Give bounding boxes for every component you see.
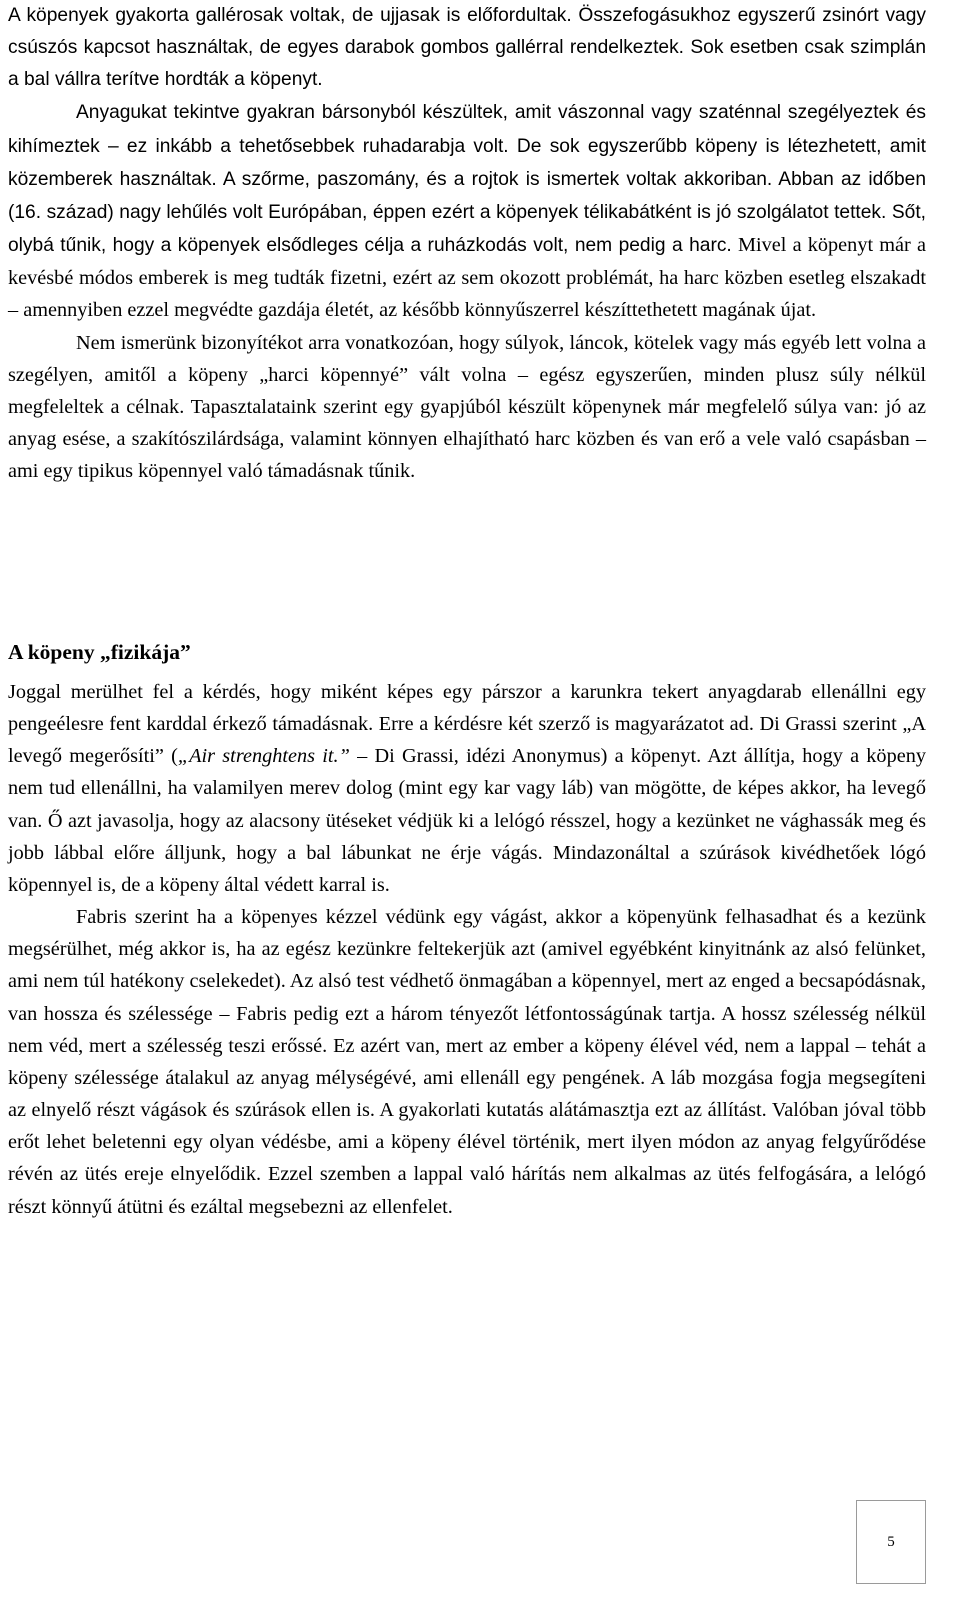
paragraph-cloak-weights: Nem ismerünk bizonyítékot arra vonatkozóan, hogy súlyok, láncok, kötelek vagy más egyéb lett volna a szegélyen, amitől a köpeny „harci köpennyé” vált volna – egész egyszerűen, minden plusz súly nélkül megfeleltek a célnak. Tapasztalataink szerint egy gyapjúból készült köpenynek már megfelelő súlya van: jó az anyag esése, a szakítószilárdsága, valamint könnyen elhajítható harc közben és van erő a vele való csapásban – ami egy tipikus köpennyel való támadásnak tűnik. [8,331,926,483]
paragraph-cloak-materials-sans: Anyagukat tekintve gyakran bársonyból készültek, amit vászonnal vagy szaténnal szegélyeztek és kihímeztek – ez inkább a tehetősebbek ruhadarabja volt. De sok egyszerűbb köpeny is létezhetett, amit közemberek használtak. A szőrme, paszomány, és a rojtok is ismertek voltak akkoriban. Abban az időben (16. század) nagy lehűlés volt Európában, éppen ezért a köpenyek télikabátként is jó szolgálatot tettek. Sőt, olybá tűnik, hogy a köpenyek elsődleges célja a ruházkodás volt, nem pedig a harc. [8,102,926,257]
page-number: 5 [856,1500,926,1584]
di-grassi-text-b: – Di Grassi, idézi Anonymus) a köpenyt. Azt állítja, hogy a köpeny nem tud ellenállni, ha valamilyen merev dolog (mint egy kar vagy láb) van mögötte, de képes akkor, ha levegő van. Ő azt javasolja, hogy az alacsony ütéseket védjük ki a lelógó résszel, hogy a kezünket ne vághassák meg és jobb lábbal előre álljunk, hogy a bal lábunkat ne érje vágás. Mindazonáltal a szúrások kivédhetőek lógó köpennyel is, de a köpeny által védett karral is. [8,745,926,896]
section-heading: A köpeny „fizikája” [8,640,191,664]
paragraph-cloak-fastening: A köpenyek gyakorta gallérosak voltak, de ujjasak is előfordultak. Összefogásukhoz egyszerű zsinórt vagy csúszós kapcsot használtak, de egyes darabok gombos gallérral rendelkeztek. Sok esetben csak szimplán a bal vállra terítve hordták a köpenyt. [8,5,926,91]
section-cloak-physics [8,676,926,1223]
di-grassi-text-a: Joggal merülhet fel a kérdés, hogy miként képes egy párszor a karunkra tekert anyagdarab ellenállni egy pengeélesre fent karddal érkező támadásnak. Erre a kérdésre két szerző is magyarázatot ad. Di Grassi szerint „A levegő megerősíti” ( [8,681,926,768]
section-cloak-materials [8,0,926,487]
paragraph-cloak-materials [8,96,926,326]
di-grassi-quote-italic: „Air strenghtens it.” [177,745,350,768]
paragraph-fabris: Fabris szerint ha a köpenyes kézzel védünk egy vágást, akkor a köpenyünk felhasadhat és a kezünk megsérülhet, még akkor is, ha az egész kezünkre feltekerjük azt (amivel egyébként kinyitnánk az alsó felünket, ami nem túl hatékony cselekedet). Az alsó test védhető önmagában a köpennyel, mert az enged a becsapódásnak, van hossza és szélessége – Fabris pedig ezt a három tényezőt létfontosságúnak tartja. A hossz szélesség nélkül nem véd, mert a szélesség teszi erőssé. Ez azért van, mert az ember a köpeny élével véd, nem a lappal – tehát a köpeny szélessége átalakul az anyag mélységévé, ami ellenáll egy pengének. A láb mozgása fogja megsegíteni az elnyelő részt vágások és szúrások ellen is. A gyakorlati kutatás alátámasztja ezt az állítást. Valóban jóval több erőt lehet beletenni egy olyan védésbe, ami a köpeny élével történik, mert ilyen módon az anyag felgyűrődése révén az ütés ereje elnyelődik. Ezzel szemben a lappal való hárítás nem alkalmas az ütés felfogására, a lelógó részt könnyű átütni és ezáltal megsebezni az ellenfelet. [8,906,926,1218]
paragraph-cloak-materials-serif: Mivel a köpenyt már a kevésbé módos emberek is meg tudták fizetni, ezért az sem okozott problémát, ha harc közben esetleg elszakadt – amennyiben ezzel megvédte gazdája életét, az később könnyűszerrel készíttethetett magának újat. [8,234,926,322]
paragraph-di-grassi [8,676,926,901]
